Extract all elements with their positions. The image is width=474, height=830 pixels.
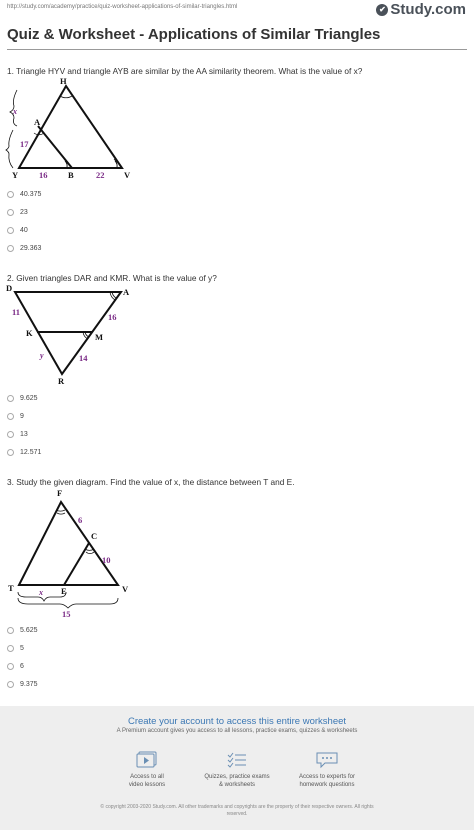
title-divider (7, 49, 467, 50)
feature-video-line-2: video lessons (128, 782, 166, 788)
q2-option-1-label: 9.625 (20, 395, 38, 402)
q1-label-h: H (60, 76, 67, 86)
question-2-diagram (0, 282, 145, 388)
q1-option-4-radio[interactable] (7, 245, 14, 252)
q2-label-k: K (26, 328, 33, 338)
page-url: http://study.com/academy/practice/quiz-worksheet-applications-of-similar-triangles.html (7, 4, 238, 10)
q2-label-r: R (58, 376, 65, 386)
q2-value-11: 11 (12, 307, 21, 317)
q2-option-2-radio[interactable] (7, 413, 14, 420)
feature-experts-line-2: homework questions (299, 782, 355, 788)
question-3-text: 3. Study the given diagram. Find the value of x, the distance between T and E. (7, 477, 295, 487)
question-2-text: 2. Given triangles DAR and KMR. What is the value of y? (7, 273, 217, 283)
q3-option-1[interactable] (7, 627, 38, 634)
q1-option-1-radio[interactable] (7, 191, 14, 198)
q3-option-1-radio[interactable] (7, 627, 14, 634)
q3-option-4-label: 9.375 (20, 681, 38, 688)
feature-quizzes (192, 751, 282, 789)
study-logo-text: Study.com (390, 1, 466, 18)
premium-footer (0, 706, 474, 830)
q2-option-4-radio[interactable] (7, 449, 14, 456)
question-1-diagram (0, 72, 160, 184)
question-3-diagram (0, 486, 145, 622)
checklist-icon (226, 751, 248, 769)
create-account-link[interactable]: Create your account to access this entire worksheet (127, 716, 347, 727)
video-lessons-icon (136, 751, 158, 769)
question-1-text: 1. Triangle HYV and triangle AYB are similar by the AA similarity theorem. What is the value of x? (7, 66, 363, 76)
study-logo[interactable] (376, 1, 466, 18)
feature-quizzes-line-2: & worksheets (218, 782, 255, 788)
q1-label-v: V (124, 170, 131, 180)
q1-value-17: 17 (20, 139, 29, 149)
copyright (70, 804, 404, 818)
q3-option-1-label: 5.625 (20, 627, 38, 634)
feature-experts-line-1: Access to experts for (298, 774, 356, 780)
q2-option-3-radio[interactable] (7, 431, 14, 438)
q2-option-1[interactable] (7, 395, 38, 402)
q2-label-a: A (123, 287, 130, 297)
q2-option-4-label: 12.571 (20, 449, 42, 456)
copyright-line-2: reserved. (226, 811, 248, 817)
q3-value-15: 15 (62, 609, 71, 619)
q2-option-3[interactable] (7, 431, 28, 438)
q2-option-1-radio[interactable] (7, 395, 14, 402)
q1-option-2-label: 23 (20, 209, 28, 216)
q1-option-3[interactable] (7, 227, 28, 234)
q1-option-4-label: 29.363 (20, 245, 42, 252)
feature-video-line-1: Access to all (130, 774, 164, 780)
q1-value-16: 16 (39, 170, 48, 180)
q3-label-c: C (91, 531, 98, 541)
q1-value-x: x (13, 107, 17, 116)
q3-option-2-radio[interactable] (7, 645, 14, 652)
q2-option-2-label: 9 (20, 413, 24, 420)
q3-option-2[interactable] (7, 645, 24, 652)
feature-experts (282, 751, 372, 789)
q3-option-4-radio[interactable] (7, 681, 14, 688)
q1-option-4[interactable] (7, 245, 41, 252)
chat-bubble-icon (315, 751, 339, 769)
q2-label-d: D (6, 283, 13, 293)
q3-label-t: T (8, 583, 14, 593)
page-title: Quiz & Worksheet - Applications of Similar Triangles (7, 26, 381, 43)
q1-option-2[interactable] (7, 209, 28, 216)
q3-option-4[interactable] (7, 681, 38, 688)
q3-label-f: F (57, 488, 63, 498)
q2-option-4[interactable] (7, 449, 41, 456)
q3-value-x: x (39, 588, 43, 597)
q3-value-6: 6 (78, 515, 83, 525)
q3-value-10: 10 (102, 555, 111, 565)
q3-option-3-label: 6 (20, 663, 24, 670)
q1-label-b: B (68, 170, 74, 180)
q2-option-3-label: 13 (20, 431, 28, 438)
q2-value-14: 14 (79, 353, 88, 363)
q2-label-m: M (95, 332, 104, 342)
q2-value-16: 16 (108, 312, 117, 322)
q1-option-2-radio[interactable] (7, 209, 14, 216)
q1-option-1-label: 40.375 (20, 191, 42, 198)
q3-option-3[interactable] (7, 663, 24, 670)
q3-label-v: V (122, 584, 129, 594)
q1-label-y: Y (12, 170, 19, 180)
premium-description: A Premium account gives you access to all lessons, practice exams, quizzes & worksheets (116, 728, 358, 734)
feature-quizzes-line-1: Quizzes, practice exams (204, 774, 270, 780)
q1-label-a: A (34, 117, 41, 127)
q3-label-e: E (61, 586, 67, 596)
q1-option-3-label: 40 (20, 227, 28, 234)
q2-option-2[interactable] (7, 413, 24, 420)
feature-video-lessons (102, 751, 192, 789)
q3-option-2-label: 5 (20, 645, 24, 652)
q3-option-3-radio[interactable] (7, 663, 14, 670)
study-logo-icon: ✔ (376, 4, 388, 16)
q2-value-y: y (40, 351, 44, 360)
q1-value-22: 22 (96, 170, 105, 180)
copyright-line-1: © copyright 2003-2020 Study.com. All other trademarks and copyrights are the property of their respective owners. All rights (100, 804, 374, 810)
q1-option-3-radio[interactable] (7, 227, 14, 234)
q1-option-1[interactable] (7, 191, 41, 198)
